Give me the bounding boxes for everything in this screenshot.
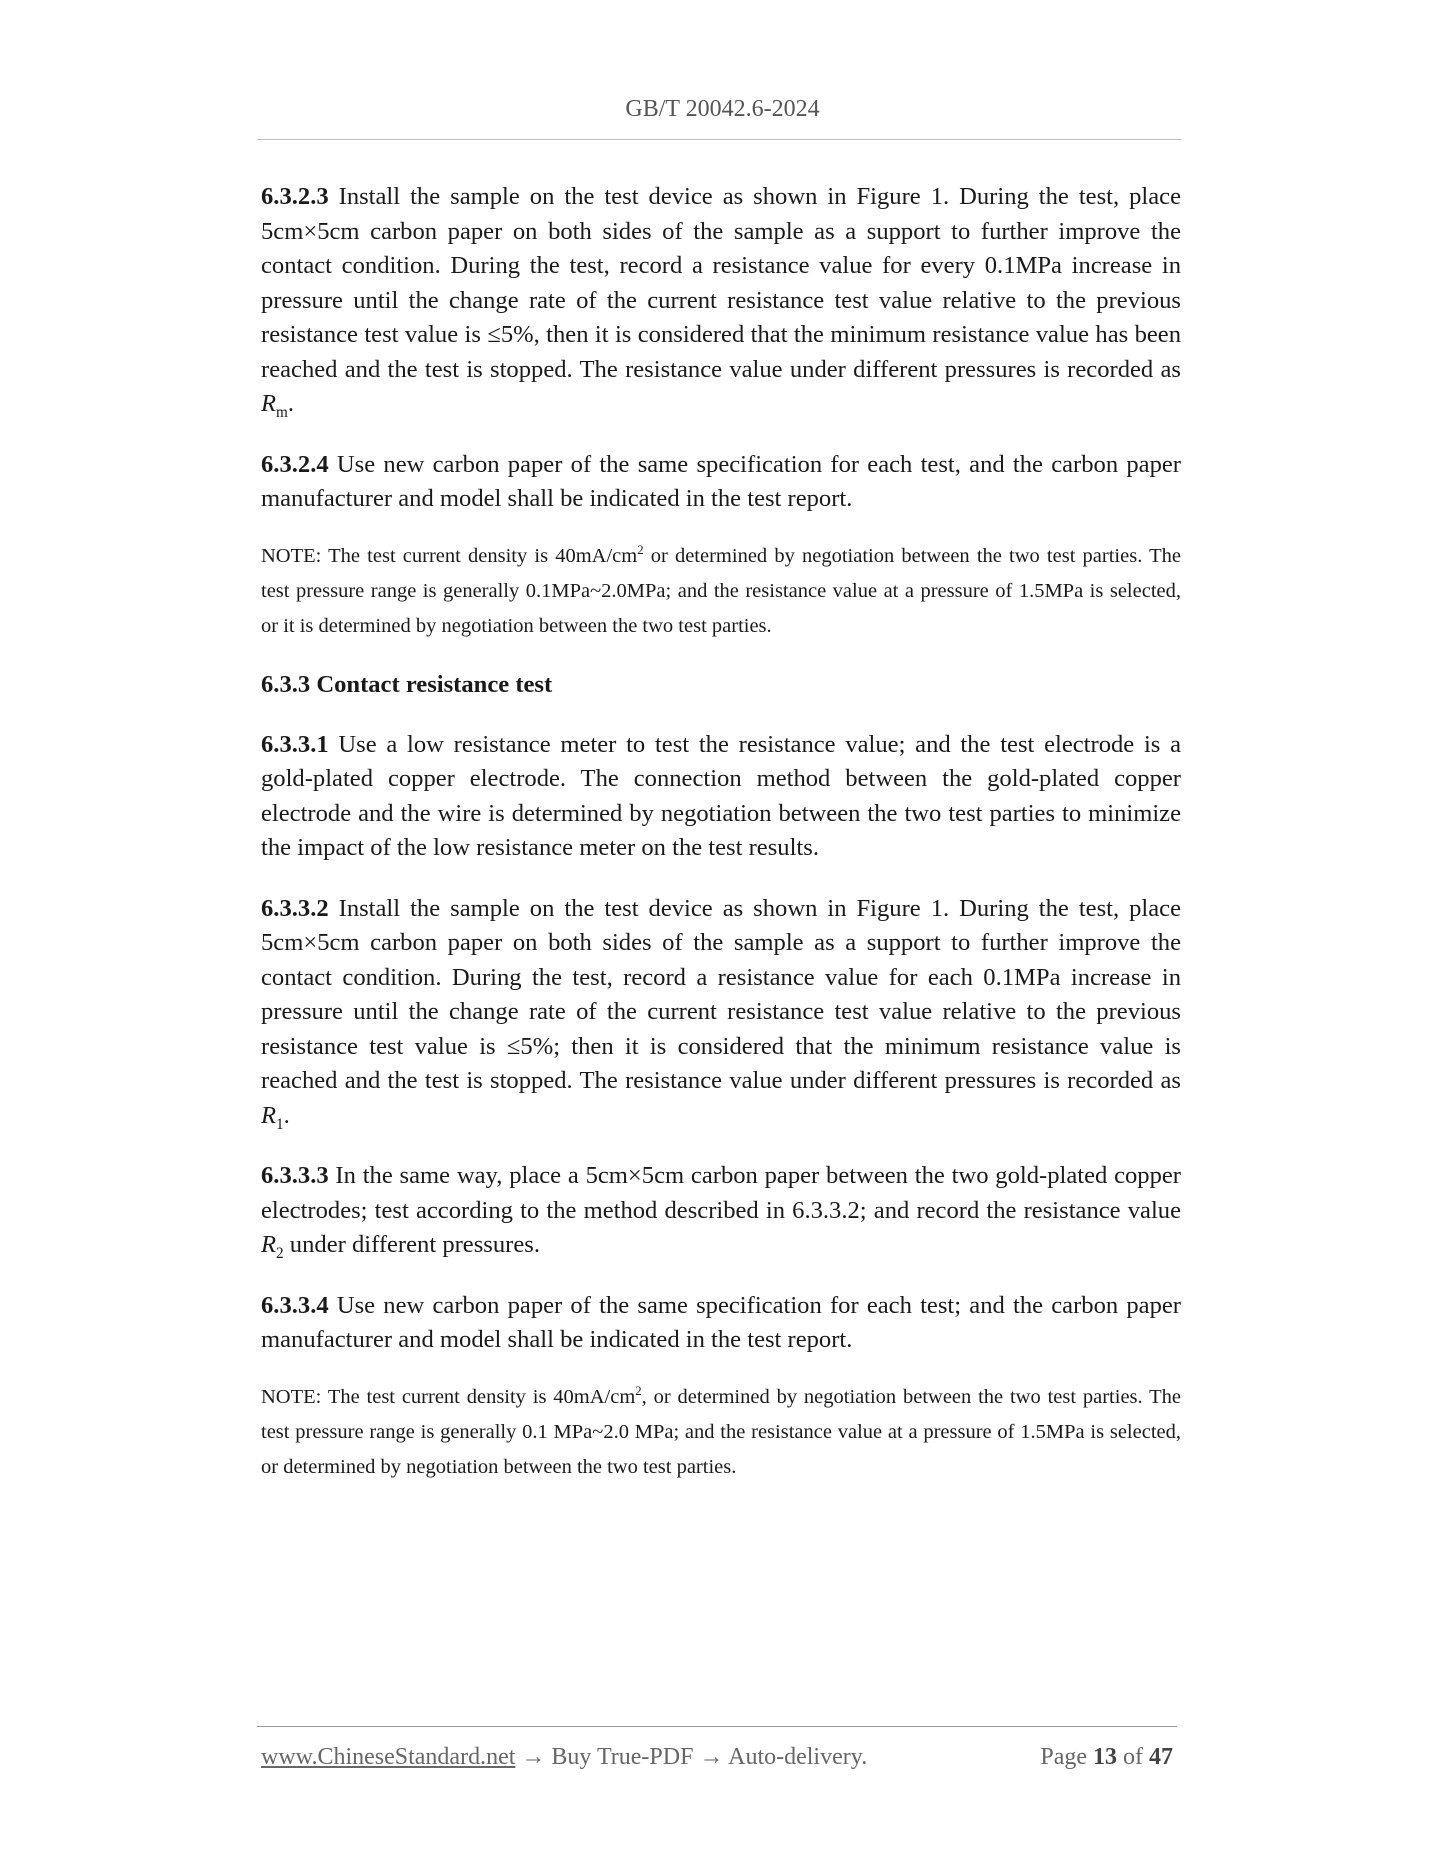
clause-6-3-2-3 xyxy=(261,180,1181,422)
note-text-pre: NOTE: The test current density is 40mA/cm xyxy=(261,544,638,567)
note-superscript: 2 xyxy=(637,542,644,557)
clause-text: Use a low resistance meter to test the resistance value; and the test electrode is a gold-plated copper electrode. The connection method between the gold-plated copper electrode and the wire is determined by negotiation between the two test parties to minimize the impact of the low resistance meter on the test results. xyxy=(261,730,1181,861)
clause-text: Use new carbon paper of the same specification for each test, and the carbon paper manufacturer and model shall be indicated in the test report. xyxy=(261,450,1181,512)
footer-promo xyxy=(261,1744,867,1771)
page-footer xyxy=(261,1744,1173,1774)
footer-divider xyxy=(257,1726,1177,1727)
clause-number: 6.3.2.4 xyxy=(261,450,329,478)
website-link[interactable]: www.ChineseStandard.net xyxy=(261,1744,516,1770)
note-superscript: 2 xyxy=(635,1383,642,1398)
header-divider xyxy=(257,139,1181,140)
variable-subscript: 1 xyxy=(276,1115,284,1133)
page-label: Page xyxy=(1040,1744,1093,1770)
clause-text: In the same way, place a 5cm×5cm carbon paper between the two gold-plated copper electrodes; test according to the method described in 6.3.3.2; and record the resistance value xyxy=(261,1162,1181,1224)
variable-r: R xyxy=(261,390,277,417)
note-1 xyxy=(261,539,1181,644)
variable-r: R xyxy=(261,1231,277,1258)
footer-trail: → Buy True-PDF → Auto-delivery. xyxy=(515,1744,868,1770)
clause-6-3-3-2 xyxy=(261,892,1181,1134)
of-label: of xyxy=(1117,1744,1149,1770)
document-id-header: GB/T 20042.6-2024 xyxy=(625,96,820,122)
note-text-post: , or determined by negotiation between the two test parties. The test pressure range is generally 0.1 MPa~2.0 MPa; and the resistance value at a pressure of 1.5MPa is selected, or determined by negotiation between the two test parties. xyxy=(261,1385,1181,1478)
clause-number: 6.3.3.4 xyxy=(261,1291,329,1319)
clause-text: Install the sample on the test device as shown in Figure 1. During the test, place 5cm×5cm carbon paper on both sides of the sample as a support to further improve the contact condition. During the test, record a resistance value for each 0.1MPa increase in pressure until the change rate of the current resistance test value relative to the previous resistance test value is ≤5%; then it is considered that the minimum resistance value is reached and the test is stopped. The resistance value under different pressures is recorded as xyxy=(261,894,1181,1094)
clause-text: Install the sample on the test device as shown in Figure 1. During the test, place 5cm×5cm carbon paper on both sides of the sample as a support to further improve the contact condition. During the test, record a resistance value for every 0.1MPa increase in pressure until the change rate of the current resistance test value relative to the previous resistance test value is ≤5%, then it is considered that the minimum resistance value has been reached and the test is stopped. The resistance value under different pressures is recorded as xyxy=(261,183,1181,383)
document-body xyxy=(261,180,1181,1485)
clause-tail: under different pressures. xyxy=(283,1231,540,1258)
section-heading-6-3-3: 6.3.3 Contact resistance test xyxy=(261,670,553,698)
clause-6-3-3-3 xyxy=(261,1159,1181,1263)
note-2 xyxy=(261,1380,1181,1485)
note-text-post: or determined by negotiation between the two test parties. The test pressure range is generally 0.1MPa~2.0MPa; and the resistance value at a pressure of 1.5MPa is selected, or it is determined by negotiation between the two test parties. xyxy=(261,544,1181,637)
clause-6-3-3-1 xyxy=(261,728,1181,866)
clause-tail: . xyxy=(283,1101,290,1129)
variable-r: R xyxy=(261,1101,277,1129)
clause-number: 6.3.3.1 xyxy=(261,730,329,758)
clause-tail: . xyxy=(287,390,295,417)
variable-subscript: m xyxy=(276,403,288,421)
page-total: 47 xyxy=(1149,1744,1173,1770)
clause-6-3-3-4 xyxy=(261,1289,1181,1358)
page-number: 13 xyxy=(1093,1744,1117,1770)
clause-number: 6.3.2.3 xyxy=(261,183,329,210)
clause-6-3-2-4 xyxy=(261,448,1181,517)
clause-text: Use new carbon paper of the same specification for each test; and the carbon paper manufacturer and model shall be indicated in the test report. xyxy=(261,1291,1181,1353)
page-counter xyxy=(1040,1744,1173,1771)
clause-number: 6.3.3.3 xyxy=(261,1162,329,1189)
clause-number: 6.3.3.2 xyxy=(261,894,329,922)
variable-subscript: 2 xyxy=(276,1244,284,1262)
note-text-pre: NOTE: The test current density is 40mA/cm xyxy=(261,1385,636,1408)
